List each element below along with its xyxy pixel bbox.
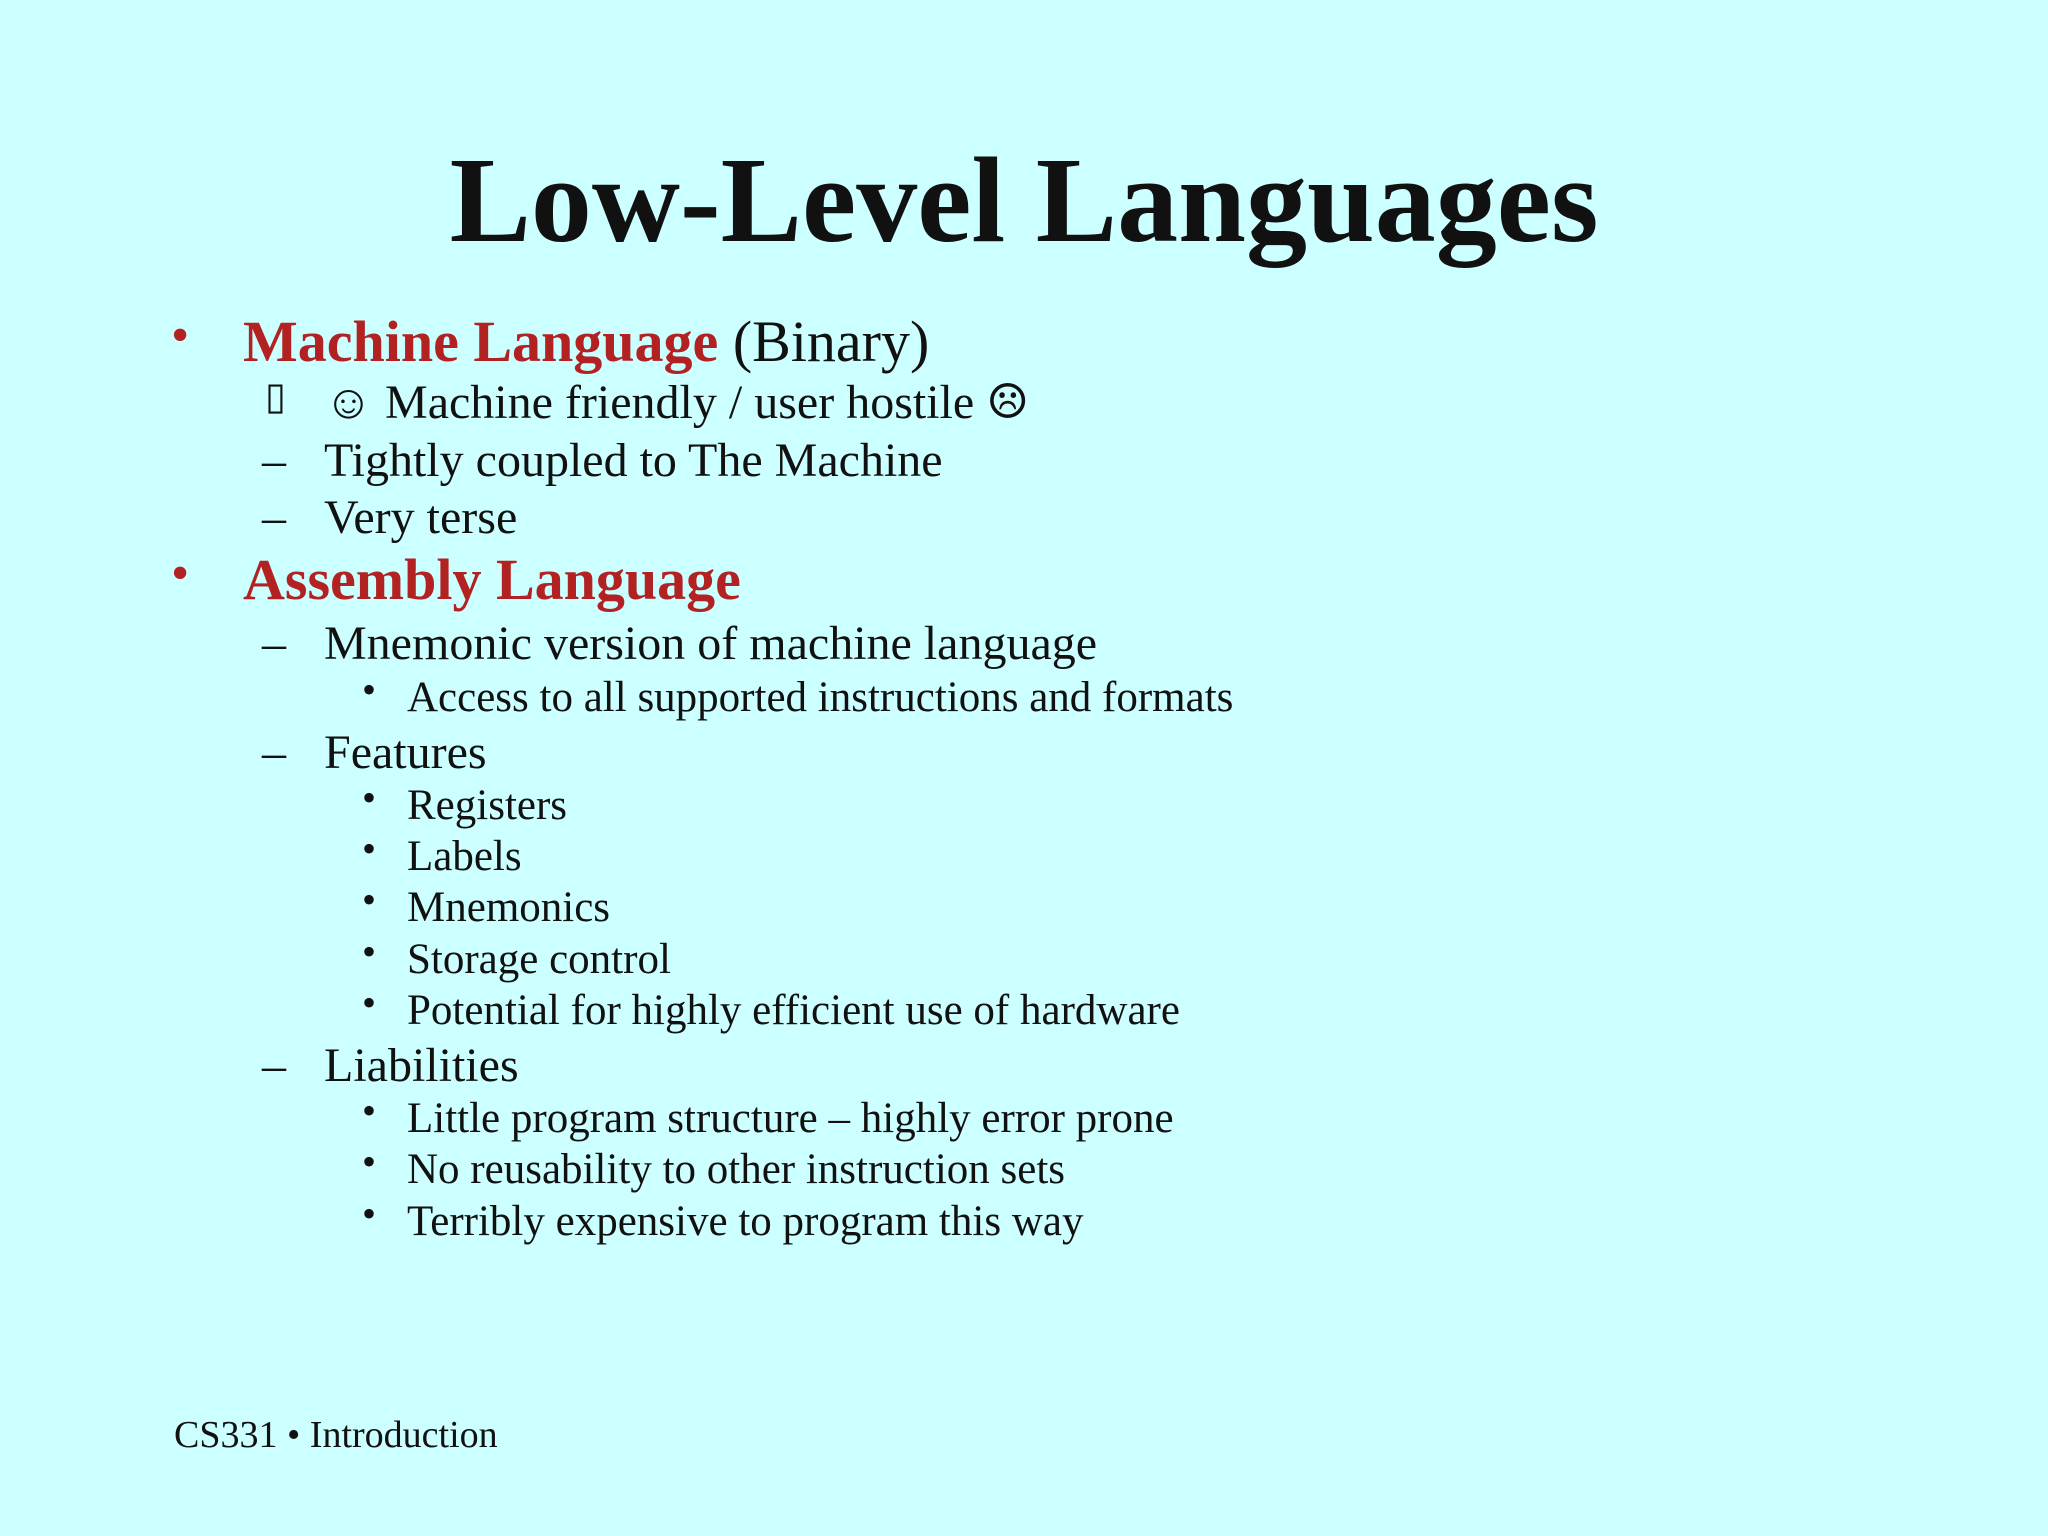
sub-sub-item-text: Little program structure – highly error prone [407,1095,1174,1142]
dash-marker: – [262,434,286,487]
sub-sub-item [362,980,1180,1035]
sub-sub-item-text: Labels [407,833,522,880]
sub-sub-item-text: Registers [407,782,568,829]
dash-marker: – [262,617,286,670]
sub-sub-item [362,1139,1066,1194]
sub-sub-item-text: Storage control [407,936,671,983]
sub-sub-item [362,826,522,881]
sub-sub-item-text: Terribly expensive to program this way [407,1198,1084,1245]
sub-sub-item [362,877,611,932]
assembly-language-heading: Assembly Language [243,547,741,612]
bullet-machine-language [171,307,930,374]
bullet-marker: • [362,826,377,871]
dash-marker: – [262,1039,286,1092]
machine-language-heading: Machine Language [243,309,719,374]
bullet-marker: • [362,980,377,1025]
sub-item-machine-friendly [265,376,1030,430]
bullet-marker: • [171,307,190,364]
slide-footer: CS331 • Introduction [174,1414,498,1456]
machine-language-suffix: (Binary) [732,309,930,374]
sub-sub-item [362,929,671,984]
sub-sub-item-text: Potential for highly efficient use of hardware [407,987,1180,1034]
sub-item-text: Features [324,726,487,779]
sub-sub-item [362,775,568,830]
bullet-marker: • [362,667,377,712]
sub-item-tightly-coupled [262,434,943,488]
dash-marker: – [262,491,286,544]
box-marker: ▯ [265,376,286,418]
sub-sub-item [362,667,1234,722]
sub-sub-item [362,1088,1174,1143]
sub-item-text: Very terse [324,491,518,544]
sub-item-text: ☺ Machine friendly / user hostile ☹ [324,376,1030,429]
sub-item-mnemonic-version [262,617,1098,671]
bullet-marker: • [362,1191,377,1236]
bullet-marker: • [362,1139,377,1184]
sub-sub-item [362,1191,1084,1246]
sub-item-liabilities [262,1039,519,1093]
sub-item-features [262,726,487,780]
bullet-marker: • [362,775,377,820]
sub-item-text: Liabilities [324,1039,519,1092]
bullet-marker: • [171,545,190,602]
sub-item-text: Tightly coupled to The Machine [324,434,943,487]
sub-sub-item-text: Mnemonics [407,884,611,931]
sub-sub-item-text: Access to all supported instructions and formats [407,674,1234,721]
slide-title: Low-Level Languages [449,133,1599,268]
sub-sub-item-text: No reusability to other instruction sets [407,1146,1066,1193]
bullet-marker: • [362,877,377,922]
dash-marker: – [262,726,286,779]
bullet-marker: • [362,929,377,974]
sub-item-text: Mnemonic version of machine language [324,617,1098,670]
bullet-assembly-language [171,545,741,612]
bullet-marker: • [362,1088,377,1133]
sub-item-very-terse [262,491,518,545]
